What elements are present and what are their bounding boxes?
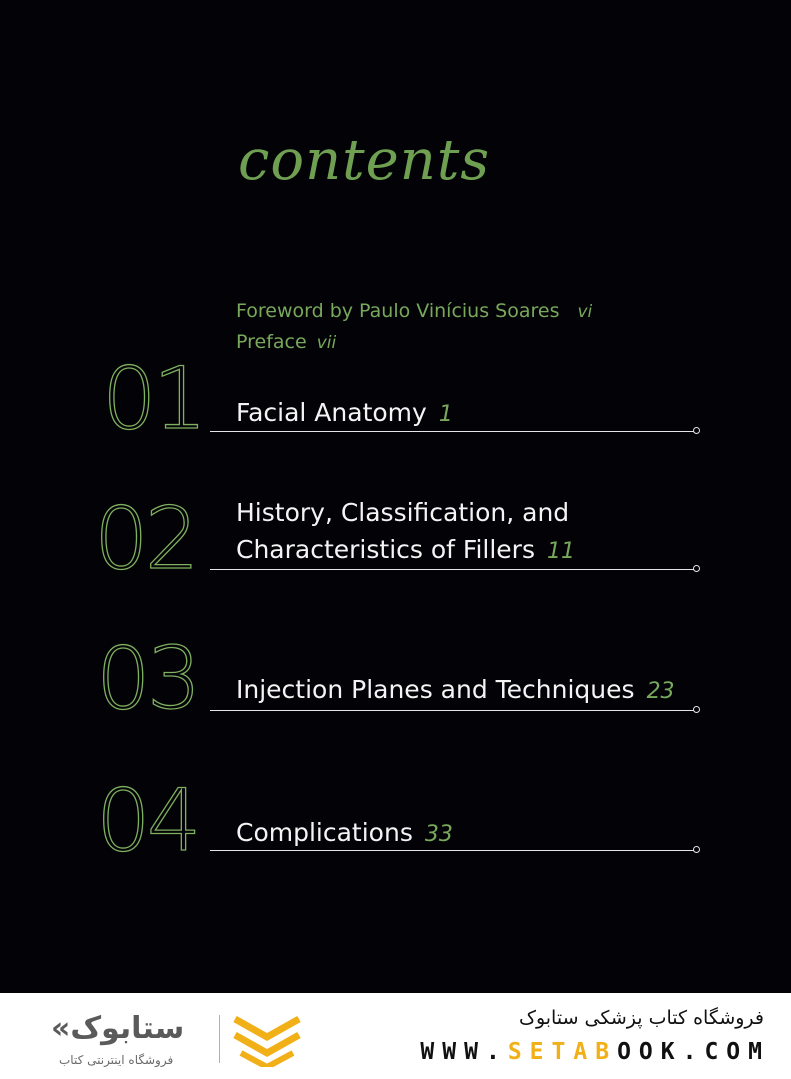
front-matter-page: vii xyxy=(316,333,337,353)
chapter-page: 1 xyxy=(438,402,453,427)
chapter-rule xyxy=(210,431,695,432)
contents-title: contents xyxy=(238,128,491,193)
store-logo: «ستابوک xyxy=(51,1011,185,1046)
url-accent: SETA xyxy=(507,1039,596,1065)
chapter-number: 04 xyxy=(96,771,198,871)
chapter-title xyxy=(236,671,675,710)
front-matter-foreword[interactable] xyxy=(236,300,592,322)
chapter-title xyxy=(236,814,453,853)
chapter-rule xyxy=(210,569,695,570)
chapter-title-line: Injection Planes and Techniques xyxy=(236,675,635,704)
chapter-number: 01 xyxy=(102,349,204,449)
logo-divider xyxy=(219,1015,220,1063)
front-matter-label: Preface xyxy=(236,331,307,353)
url-suffix: OOK.COM xyxy=(617,1039,770,1065)
url-prefix: WWW. xyxy=(420,1039,508,1065)
rule-end-dot xyxy=(693,565,700,572)
rule-end-dot xyxy=(693,706,700,713)
chapter-rule xyxy=(210,850,695,851)
chapter-title-line: Characteristics of Fillers xyxy=(236,535,535,564)
chapter-title xyxy=(236,394,453,433)
chapter-page: 11 xyxy=(547,539,575,564)
store-logo-tagline: فروشگاه اینترنتی کتاب xyxy=(59,1053,174,1067)
chapter-title xyxy=(236,494,575,570)
front-matter-page: vi xyxy=(577,302,593,322)
store-url[interactable] xyxy=(420,1039,770,1065)
front-matter-label: Foreword by Paulo Vinícius Soares xyxy=(236,300,560,322)
chapter-title-line: Complications xyxy=(236,818,413,847)
chapter-number: 02 xyxy=(94,489,196,589)
chapter-page: 23 xyxy=(646,679,675,704)
url-accent: B xyxy=(595,1039,618,1065)
chapter-number: 03 xyxy=(96,629,198,729)
store-name: فروشگاه کتاب پزشکی ستابوک xyxy=(518,1007,764,1029)
rule-end-dot xyxy=(693,427,700,434)
chapter-rule xyxy=(210,710,695,711)
chapter-page: 33 xyxy=(424,822,453,847)
store-banner[interactable] xyxy=(9,993,782,1079)
chapter-title-line: History, Classification, and xyxy=(236,498,570,527)
chevron-logo-icon xyxy=(231,1013,303,1067)
rule-end-dot xyxy=(693,846,700,853)
chapter-title-line: Facial Anatomy xyxy=(236,398,427,427)
front-matter-preface[interactable] xyxy=(236,331,336,353)
